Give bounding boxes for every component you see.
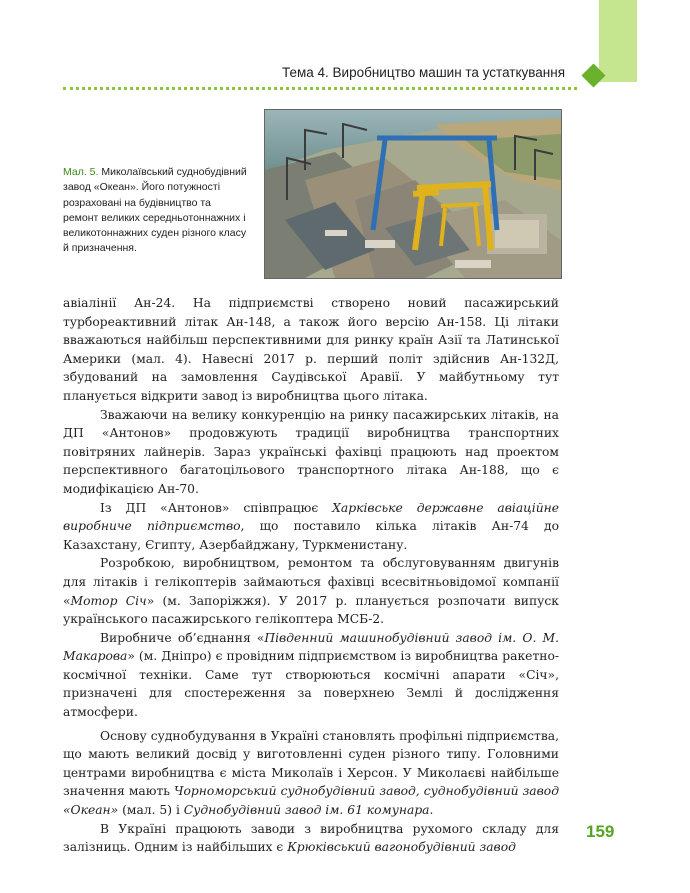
text-run: Основу суднобудування в Україні становлять профільні підприємства, що мають великий досвід у виготовленні суден різного типу. Головними центрами виробництва є міста Миколаїв і Херсон. У Миколаєві найбільше значення мають: [63, 728, 559, 799]
text-run: » (м. Запоріжжя). У 2017 р. планується розпочати випуск українського пасажирського гелікоптера МСБ-2.: [63, 593, 559, 627]
figure-label: Мал. 5.: [63, 166, 99, 178]
paragraph: [63, 294, 559, 406]
italic-run: Чорноморський суднобудівний завод, суднобудівний завод «Океан»: [63, 784, 559, 818]
paragraph: [63, 727, 559, 820]
text-run: (мал. 5) і: [118, 803, 184, 818]
running-header: Тема 4. Виробництво машин та устаткування: [282, 65, 566, 80]
page-number: 159: [586, 822, 615, 841]
paragraph: [63, 406, 559, 499]
body-text: [63, 294, 559, 857]
paragraph: [63, 629, 559, 722]
italic-run: Південний машинобудівний завод ім. О. М. Макарова: [63, 630, 559, 664]
text-run: Виробниче об’єднання «: [100, 630, 265, 645]
italic-run: Крюківський вагонобудівний завод: [287, 840, 516, 855]
paragraph: [63, 554, 559, 628]
italic-run: Харківське державне авіаційне виробниче підприємство: [63, 500, 559, 534]
text-run: , що поставило кілька літаків Ан-74 до Казахстану, Єгипту, Азербайджану, Туркменистану.: [63, 519, 560, 552]
italic-run: Суднобудівний завод ім. 61 комунара: [183, 803, 430, 818]
text-run: .: [429, 803, 434, 818]
paragraph: [63, 499, 559, 555]
paragraph: [63, 820, 559, 857]
shipyard-photo: [264, 109, 562, 279]
text-run: авіалінії Ан-24. На підприємстві створено новий пасажирський турбореактивний літак Ан-148, а також його версію Ан-158. Ці літаки вважаються найбільш перспективними для ринку країн Азії та Латинської Америки (мал. 4). Навесні 2017 р. перший політ здійснив Ан-132Д, збудований на замовлення Саудівської Аравії. У майбутньому тут планується відкрити завод із виробництва цього літака.: [63, 296, 559, 403]
text-run: Розробкою, виробництвом, ремонтом та обслуговуванням двигунів для літаків і гелікоптерів займаються фахівці всесвітньовідомої компанії «: [63, 556, 559, 608]
figure-caption: [63, 165, 249, 257]
text-run: » (м. Дніпро) є провідним підприємством із виробництва ракетно-космічної техніки. Саме тут створюються космічні апарати «Січ», призначені для спостереження за поверхнею Землі й дослідження атмосфери.: [63, 649, 559, 720]
text-run: В Україні працюють заводи з виробництва рухомого складу для залізниць. Одним із найбільших є: [63, 821, 559, 855]
figure-caption-text: Миколаївський суднобудівний завод «Океан». Його потужності розраховані на будівництво та ремонт великих середньотоннажних і великотоннажних суден різного класу й призначення.: [63, 166, 247, 255]
header-dotted-rule: [63, 87, 577, 90]
text-run: Зважаючи на велику конкуренцію на ринку пасажирських літаків, на ДП «Антонов» продовжують традиції виробництва транспортних повітряних лайнерів. Зараз українські фахівці працюють над проектом перспективного багатоцільового транспортного літака Ан-188, що є модифікацією Ан-70.: [63, 407, 559, 496]
text-run: Із ДП «Антонов» співпрацює: [100, 500, 333, 515]
chapter-tab: [599, 0, 637, 82]
italic-run: Мотор Січ: [70, 593, 147, 608]
